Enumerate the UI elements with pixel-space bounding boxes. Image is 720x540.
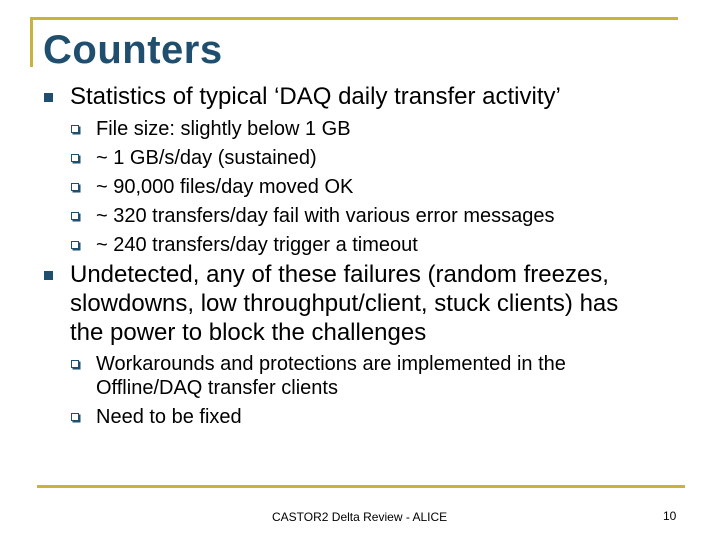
square-bullet-icon: [44, 271, 53, 280]
bullet-1-text: Statistics of typical ‘DAQ daily transfer activity’: [70, 83, 561, 110]
frame-top-rule: [30, 17, 678, 20]
bullet-2-line-1: Undetected, any of these failures (random freezes,: [70, 261, 609, 288]
slide-title: Counters: [43, 28, 223, 72]
sub-bullet-1-1-text: File size: slightly below 1 GB: [96, 118, 351, 140]
hollow-square-bullet-icon: [71, 360, 79, 368]
sub-bullet-2-1-line-1: Workarounds and protections are implemented in the: [96, 353, 566, 375]
bullet-2-line-2: slowdowns, low throughput/client, stuck clients) has: [70, 290, 619, 317]
bullet-2-line-3: the power to block the challenges: [70, 319, 427, 346]
hollow-square-bullet-icon: [71, 183, 79, 191]
footer-text: CASTOR2 Delta Review - ALICE: [272, 510, 448, 524]
sub-bullet-1-2-text: ~ 1 GB/s/day (sustained): [96, 147, 317, 169]
hollow-square-bullet-icon: [71, 413, 79, 421]
sub-bullet-2-2-text: Need to be fixed: [96, 406, 242, 428]
sub-bullet-1-3-text: ~ 90,000 files/day moved OK: [96, 176, 354, 198]
frame-left-rule: [30, 17, 33, 67]
hollow-square-bullet-icon: [71, 212, 79, 220]
sub-bullet-2-1-line-2: Offline/DAQ transfer clients: [96, 377, 338, 399]
footer-rule: [37, 485, 685, 488]
page-number: 10: [663, 509, 677, 523]
hollow-square-bullet-icon: [71, 125, 79, 133]
sub-bullet-1-5-text: ~ 240 transfers/day trigger a timeout: [96, 234, 418, 256]
hollow-square-bullet-icon: [71, 154, 79, 162]
sub-bullet-1-4-text: ~ 320 transfers/day fail with various error messages: [96, 205, 555, 227]
square-bullet-icon: [44, 93, 53, 102]
hollow-square-bullet-icon: [71, 241, 79, 249]
